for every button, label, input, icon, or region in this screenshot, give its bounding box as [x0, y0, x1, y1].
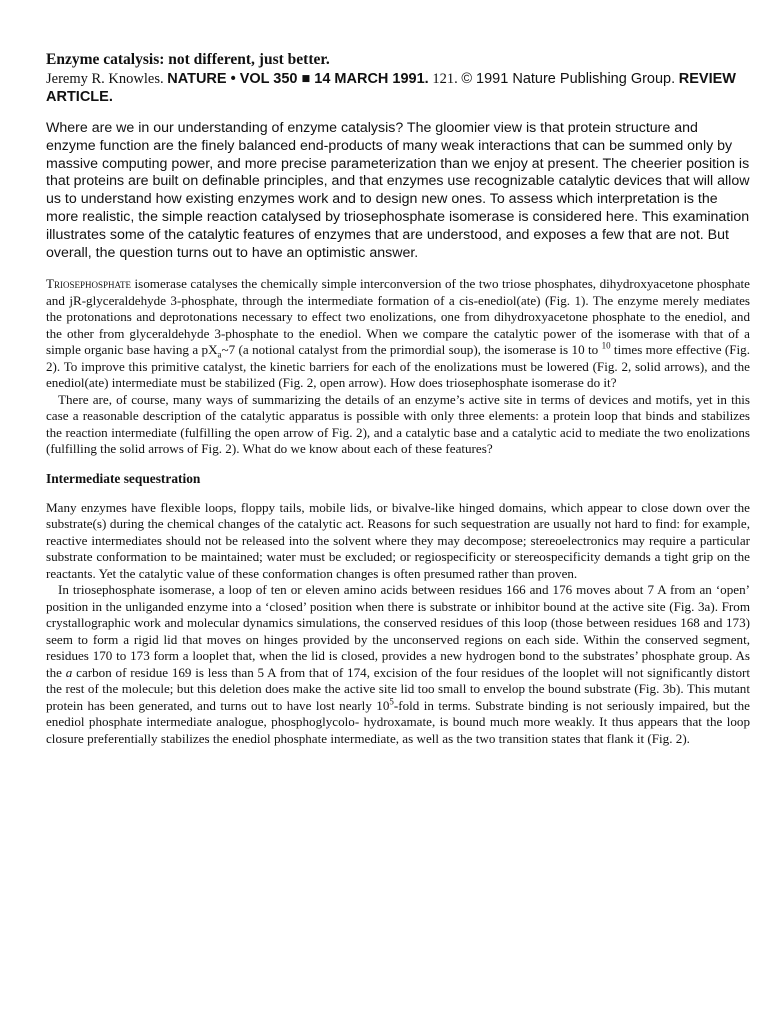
- intro-text-b: ~7 (a notional catalyst from the primordial soup), the isomerase is 10 to: [221, 342, 602, 358]
- article-type: REVIEW ARTICLE.: [46, 71, 736, 105]
- journal-info: NATURE • VOL 350 ■ 14 MARCH 1991.: [167, 71, 429, 87]
- article-page: [46, 50, 750, 747]
- article-title: Enzyme catalysis: not different, just better.: [46, 51, 330, 68]
- fold-superscript: 5: [389, 696, 394, 707]
- section-text-b: carbon of residue 169 is less than 5 A from that of 174, excision of the four residues of the looplet will not significantly distort the rest of the molecule; but this deletion does make the active site lid too small to envelop the bound substrate (Fig. 3b). This mutant protein has been generated, and turns out to have lost nearly 10: [46, 664, 750, 713]
- intro-text-c: times more effective (Fig. 2). To improve this primitive catalyst, the kinetic barriers for each of the enolizations must be lowered (Fig. 2, solid arrows), and the enediol(ate) intermediate must be stabilized (Fig. 2, open arrow). How does triosephosphate isomerase do it?: [46, 342, 750, 391]
- section-paragraph-1: Many enzymes have flexible loops, floppy tails, mobile lids, or bivalve-like hinged domains, which appear to close down over the substrate(s) during the chemical changes of the catalytic act. Reasons for such sequestration are usually not hard to find: for example, reactive intermediates should not be released into the solvent where they may decompose; stereoelectronics may require a particular substrate conformation to be maintained; water must be excluded; or regiospecificity or stereospecificity demands a tight grip on the reactants. Yet the catalytic value of these conformation changes is often presumed rather than proven.: [46, 499, 750, 581]
- intro-paragraph-2: There are, of course, many ways of summarizing the details of an enzyme’s active site in terms of devices and motifs, yet in this case a reasonable description of the catalytic apparatus is possible with only three elements: a protein loop that binds and stabilizes the reaction intermediate (fulfilling the open arrow of Fig. 2), and a catalytic base and a catalytic acid to mediate the two enolizations (fulfilling the solid arrows of Fig. 2). What do we know about each of these features?: [46, 391, 750, 457]
- page-number: 121.: [432, 71, 458, 87]
- copyright-notice: © 1991 Nature Publishing Group.: [461, 71, 676, 87]
- section-heading: Intermediate sequestration: [46, 470, 201, 486]
- section-paragraph-2: [46, 582, 750, 747]
- citation-line: [46, 70, 750, 106]
- intro-text-a: isomerase catalyses the chemically simple interconversion of the two triose phosphates, dihydroxyacetone phosphate and jR-glyceraldehyde 3-phosphate, through the intermediate formation of a cis-enediol(ate) (Fig. 1). The enzyme merely mediates the protonations and deprotonations necessary to effect two enolizations, one from dihydroxyacetone phosphate to the enediol, and the other from glyceraldehyde 3-phosphate to the enediol. When we compare the catalytic power of the isomerase with that of a simple organic base having a pX: [46, 276, 750, 358]
- section-text-c: -fold in terms. Substrate binding is not seriously impaired, but the enediol phosphate intermediate analogue, phosphoglycolo- hydroxamate, is bound much more weakly. It thus appears that the loop closure preferentially stabilizes the enediol phosphate intermediate, as well as the two transition states that flank it (Fig. 2).: [46, 697, 750, 746]
- alpha-italic: a: [65, 664, 73, 680]
- exponent-superscript: 10: [601, 341, 611, 352]
- abstract: Where are we in our understanding of enzyme catalysis? The gloomier view is that protein structure and enzyme function are the finely balanced end-products of many weak interactions that can be summed only by massive computing power, and more precise parameterization than we enjoy at present. The cheerier position is that proteins are built on definable principles, and that enzymes use recognizable catalytic devices that will allow us to understand how existing enzymes work and to design new ones. To assess which interpretation is the more realistic, the simple reaction catalysed by triosephosphate isomerase is considered here. This examination illustrates some of the catalytic features of enzymes that are understood, and exposes a few that are not. But overall, the question turns out to have an optimistic answer.: [46, 120, 750, 261]
- lead-word: Triosephosphate: [46, 276, 132, 292]
- section-text-a: In triosephosphate isomerase, a loop of ten or eleven amino acids between residues 166 and 176 moves about 7 A from an ‘open’ position in the unliganded enzyme into a ‘closed’ position when there is substrate or inhibitor bound at the active site (Fig. 3a). From crystallographic work and molecular dynamics simulations, the conserved residues of this loop (those between residues 168 and 173) seem to form a rigid lid that moves on hinges provided by the unconserved regions on each side. Within the conserved segment, residues 170 to 173 form a looplet that, when the lid is closed, provides a new hydrogen bond to the substrates’ phosphate group. As the: [46, 582, 750, 680]
- pka-subscript: a: [217, 349, 222, 360]
- author-name: Jeremy R. Knowles.: [46, 71, 164, 87]
- intro-paragraph-1: [46, 276, 750, 392]
